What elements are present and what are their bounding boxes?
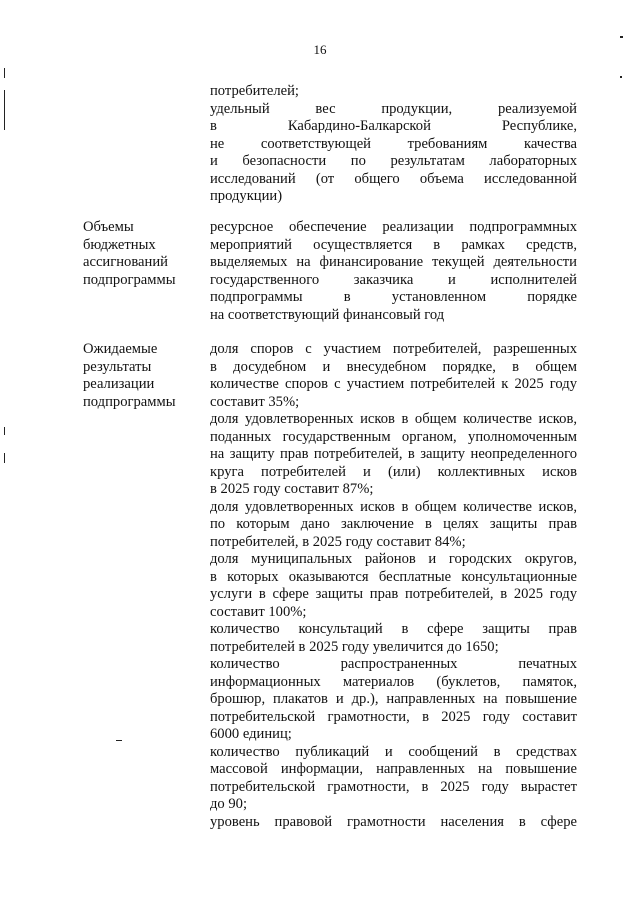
page-number: 16 bbox=[313, 42, 327, 57]
text-line: доля споров с участием потребителей, разрешенных bbox=[210, 341, 577, 357]
label-line: подпрограммы bbox=[83, 393, 176, 410]
text-line: поданных государственным органом, уполномоченным bbox=[210, 428, 577, 445]
text-line: исследований (от общего объема исследованной bbox=[210, 170, 577, 187]
text-line: потребителей; bbox=[210, 83, 299, 99]
label-line: бюджетных bbox=[83, 236, 156, 253]
text-line: по которым дано заключение в целях защиты прав bbox=[210, 516, 577, 532]
text-line: не соответствующей требованиям качества bbox=[210, 135, 577, 152]
label-line: подпрограммы bbox=[83, 271, 176, 288]
text-line: до 90; bbox=[210, 796, 248, 812]
text-line: выделяемых на финансирование текущей деятельности bbox=[210, 254, 577, 270]
label-line: результаты bbox=[83, 358, 152, 375]
text-line: брошюр, плакатов и др.), направленных на повышение bbox=[210, 691, 577, 707]
scan-mark bbox=[4, 427, 5, 435]
text-line: количестве споров с участием потребителей к 2025 году bbox=[210, 376, 577, 392]
text-line: потребительской грамотности, в 2025 году вырастет bbox=[210, 778, 577, 795]
text-line: услуги в сфере защиты прав потребителей, в 2025 году bbox=[210, 586, 577, 602]
text-line: доля удовлетворенных исков в общем количестве исков, bbox=[210, 498, 577, 515]
text-line: государственного заказчика и исполнителей bbox=[210, 271, 577, 288]
text-line: доля муниципальных районов и городских округов, bbox=[210, 551, 577, 567]
text-line: количество распространенных печатных bbox=[210, 656, 577, 672]
label-line: Объемы bbox=[83, 219, 134, 235]
text-line: мероприятий осуществляется в рамках средств, bbox=[210, 236, 577, 253]
text-line: подпрограммы в установленном порядке bbox=[210, 289, 577, 305]
text-line: уровень правовой грамотности населения в сфере bbox=[210, 813, 577, 830]
scan-mark bbox=[4, 453, 5, 463]
text-line: и безопасности по результатам лабораторных bbox=[210, 153, 577, 169]
text-line: информационных материалов (буклетов, памяток, bbox=[210, 673, 577, 690]
text-line: составит 100%; bbox=[210, 603, 307, 620]
section-content-results bbox=[210, 341, 577, 831]
text-line: в которых оказываются бесплатные консультационные bbox=[210, 568, 577, 585]
section-label-results bbox=[83, 341, 198, 411]
text-line: количество публикаций и сообщений в средствах bbox=[210, 743, 577, 760]
text-line: массовой информации, направленных на повышение bbox=[210, 761, 577, 777]
text-line: составит 35%; bbox=[210, 393, 300, 410]
scan-mark bbox=[4, 90, 5, 130]
text-line: количество консультаций в сфере защиты прав bbox=[210, 621, 577, 637]
text-line: доля удовлетворенных исков в общем количестве исков, bbox=[210, 411, 577, 427]
scan-mark bbox=[620, 36, 623, 38]
text-line: потребителей в 2025 году увеличится до 1650; bbox=[210, 638, 499, 655]
section-content-budget bbox=[210, 219, 577, 324]
text-line: ресурсное обеспечение реализации подпрограммных bbox=[210, 219, 577, 235]
text-line: 6000 единиц; bbox=[210, 726, 292, 742]
label-line: ассигнований bbox=[83, 254, 168, 270]
top-text-block bbox=[210, 83, 577, 206]
section-label-budget bbox=[83, 219, 198, 289]
scan-mark bbox=[620, 76, 622, 78]
text-line: на соответствующий финансовый год bbox=[210, 306, 445, 323]
text-line: в досудебном и внесудебном порядке, в общем bbox=[210, 358, 577, 375]
scan-mark bbox=[4, 68, 5, 78]
label-line: Ожидаемые bbox=[83, 341, 158, 357]
scan-mark bbox=[116, 740, 122, 741]
text-line: продукции) bbox=[210, 188, 283, 204]
text-line: потребительской грамотности, в 2025 году составит bbox=[210, 708, 577, 725]
text-line: в Кабардино-Балкарской Республике, bbox=[210, 118, 577, 134]
text-line: потребителей, в 2025 году составит 84%; bbox=[210, 533, 466, 550]
text-line: круга потребителей и (или) коллективных исков bbox=[210, 463, 577, 480]
text-line: на защиту прав потребителей, в защиту неопределенного bbox=[210, 446, 577, 462]
text-line: удельный вес продукции, реализуемой bbox=[210, 100, 577, 117]
text-line: в 2025 году составит 87%; bbox=[210, 481, 374, 497]
label-line: реализации bbox=[83, 376, 155, 392]
